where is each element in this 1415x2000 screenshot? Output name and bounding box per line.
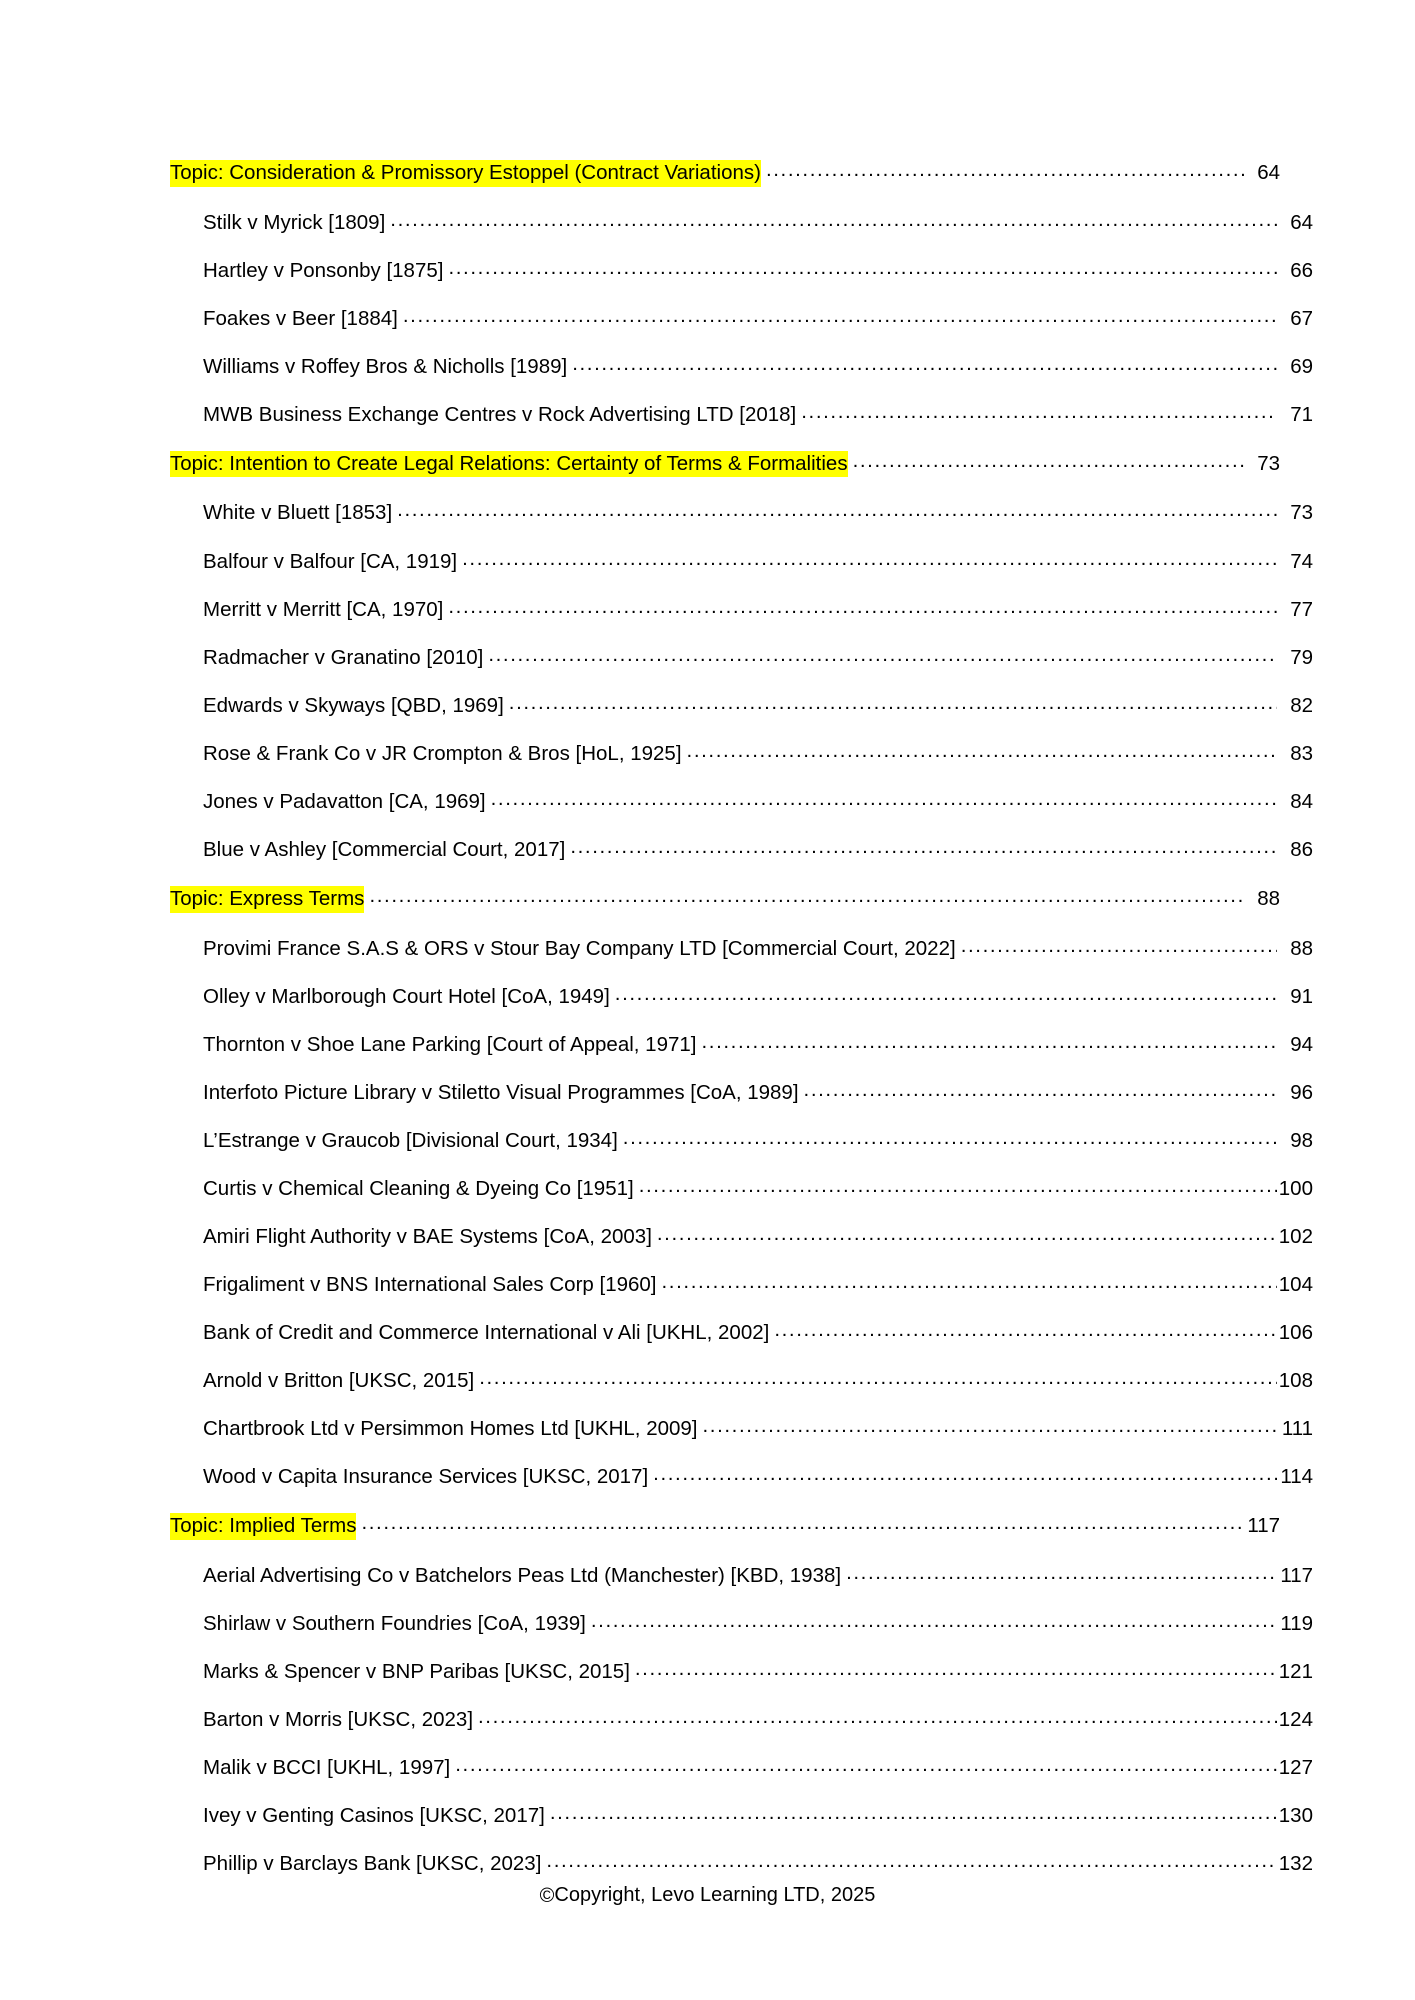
toc-entry-label: Frigaliment v BNS International Sales Corp [1960] xyxy=(203,1272,657,1296)
toc-dot-leader xyxy=(853,449,1244,473)
toc-entry-label: Curtis v Chemical Cleaning & Dyeing Co [1951] xyxy=(203,1176,634,1200)
toc-page-number: 73 xyxy=(1257,451,1280,475)
toc-entry-row[interactable] xyxy=(170,211,1313,235)
toc-entry-row[interactable] xyxy=(170,1273,1313,1297)
toc-entry-row[interactable] xyxy=(170,1804,1313,1828)
toc-entry-row[interactable] xyxy=(170,694,1313,718)
toc-entry-label: Provimi France S.A.S & ORS v Stour Bay Company LTD [Commercial Court, 2022] xyxy=(203,936,956,960)
page-footer xyxy=(0,1884,1415,1908)
toc-dot-leader xyxy=(801,400,1277,424)
toc-dot-leader xyxy=(662,1270,1277,1294)
toc-page-number: 91 xyxy=(1290,984,1313,1008)
toc-entry-label: Marks & Spencer v BNP Paribas [UKSC, 2015] xyxy=(203,1659,630,1683)
toc-page-number: 98 xyxy=(1290,1128,1313,1152)
toc-entry-row[interactable] xyxy=(170,1081,1313,1105)
toc-entry-label: Merritt v Merritt [CA, 1970] xyxy=(203,597,444,621)
toc-dot-leader xyxy=(550,1801,1277,1825)
toc-dot-leader xyxy=(846,1561,1277,1585)
toc-dot-leader xyxy=(390,208,1277,232)
toc-topic-row[interactable] xyxy=(170,886,1280,913)
toc-entry-row[interactable] xyxy=(170,1465,1313,1489)
toc-page-number: 117 xyxy=(1280,1563,1313,1587)
toc-entry-label: Bank of Credit and Commerce International v Ali [UKHL, 2002] xyxy=(203,1321,770,1344)
toc-entry-label: Amiri Flight Authority v BAE Systems [CoA, 2003] xyxy=(203,1224,652,1248)
toc-entry-row[interactable] xyxy=(170,1321,1313,1345)
toc-entry-row[interactable] xyxy=(170,1225,1313,1249)
toc-entry-row[interactable] xyxy=(170,1177,1313,1201)
toc-page-number: 79 xyxy=(1290,645,1313,669)
toc-entry-row[interactable] xyxy=(170,550,1313,574)
toc-dot-leader xyxy=(488,643,1277,667)
toc-page-number: 124 xyxy=(1278,1708,1313,1731)
toc-entry-label: Rose & Frank Co v JR Crompton & Bros [HoL, 1925] xyxy=(203,741,682,765)
toc-entry-label: L’Estrange v Graucob [Divisional Court, 1934] xyxy=(203,1128,618,1152)
toc-entry-row[interactable] xyxy=(170,259,1313,283)
toc-entry-label: Wood v Capita Insurance Services [UKSC, 2017] xyxy=(203,1465,649,1489)
toc-dot-leader xyxy=(572,352,1277,376)
toc-dot-leader xyxy=(369,884,1244,908)
toc-entry-row[interactable] xyxy=(170,355,1313,379)
toc-entry-label: Aerial Advertising Co v Batchelors Peas Ltd (Manchester) [KBD, 1938] xyxy=(203,1563,842,1587)
toc-dot-leader xyxy=(455,1753,1277,1777)
toc-dot-leader xyxy=(961,934,1277,958)
toc-entry-label: Radmacher v Granatino [2010] xyxy=(203,645,484,669)
toc-dot-leader xyxy=(546,1849,1276,1873)
toc-page-number: 73 xyxy=(1290,501,1313,525)
toc-entry-label: Stilk v Myrick [1809] xyxy=(203,210,386,234)
toc-dot-leader xyxy=(657,1222,1277,1246)
toc-entry-row[interactable] xyxy=(170,937,1313,961)
toc-page-number: 108 xyxy=(1278,1369,1313,1393)
toc-entry-label: Malik v BCCI [UKHL, 1997] xyxy=(203,1756,451,1780)
toc-entry-label: Thornton v Shoe Lane Parking [Court of Appeal, 1971] xyxy=(203,1032,697,1056)
toc-dot-leader xyxy=(491,787,1277,811)
toc-topic-label: Topic: Intention to Create Legal Relations: Certainty of Terms & Formalities xyxy=(170,451,848,478)
toc-topic-label: Topic: Express Terms xyxy=(170,886,364,913)
toc-page-number: 111 xyxy=(1281,1417,1313,1441)
toc-page-number: 96 xyxy=(1290,1080,1313,1104)
toc-entry-label: Balfour v Balfour [CA, 1919] xyxy=(203,549,458,573)
toc-entry-label: Jones v Padavatton [CA, 1969] xyxy=(203,789,486,813)
toc-page-number: 88 xyxy=(1257,886,1280,910)
copyright-icon: © xyxy=(539,1885,555,1907)
toc-entry-label: MWB Business Exchange Centres v Rock Advertising LTD [2018] xyxy=(203,402,797,426)
toc-entry-row[interactable] xyxy=(170,598,1313,622)
toc-dot-leader xyxy=(397,498,1277,522)
toc-page-number: 86 xyxy=(1290,837,1313,861)
toc-entry-row[interactable] xyxy=(170,1612,1313,1636)
toc-dot-leader xyxy=(479,1366,1277,1390)
toc-entry-row[interactable] xyxy=(170,646,1313,670)
toc-dot-leader xyxy=(478,1705,1277,1729)
toc-page-number: 69 xyxy=(1290,354,1313,378)
toc-dot-leader xyxy=(766,158,1244,182)
toc-dot-leader xyxy=(570,835,1277,859)
toc-page-number: 132 xyxy=(1278,1852,1313,1876)
toc-page-number: 84 xyxy=(1290,789,1313,813)
toc-entry-row[interactable] xyxy=(170,790,1313,814)
toc-page-number: 74 xyxy=(1290,549,1313,573)
toc-entry-row[interactable] xyxy=(170,501,1313,525)
toc-page-number: 114 xyxy=(1280,1465,1313,1489)
toc-dot-leader xyxy=(403,304,1277,328)
toc-topic-row[interactable] xyxy=(170,160,1280,187)
toc-dot-leader xyxy=(774,1318,1276,1342)
toc-topic-row[interactable] xyxy=(170,1513,1280,1540)
toc-page-number: 64 xyxy=(1290,210,1313,234)
toc-dot-leader xyxy=(591,1609,1277,1633)
toc-page-number: 121 xyxy=(1278,1659,1313,1683)
toc-topic-label: Topic: Consideration & Promissory Estoppel (Contract Variations) xyxy=(170,160,761,187)
toc-page-number: 71 xyxy=(1290,402,1313,426)
toc-entry-row[interactable] xyxy=(170,742,1313,766)
toc-entry-row[interactable] xyxy=(170,1417,1313,1441)
toc-page-number: 77 xyxy=(1290,597,1313,621)
toc-entry-row[interactable] xyxy=(170,838,1313,862)
toc-dot-leader xyxy=(703,1414,1278,1438)
toc-page-number: 106 xyxy=(1278,1321,1313,1344)
toc-dot-leader xyxy=(448,595,1277,619)
toc-dot-leader xyxy=(623,1126,1277,1150)
toc-page-number: 66 xyxy=(1290,258,1313,282)
toc-dot-leader xyxy=(639,1174,1277,1198)
toc-entry-label: Olley v Marlborough Court Hotel [CoA, 1949] xyxy=(203,984,610,1008)
toc-entry-row[interactable] xyxy=(170,1564,1313,1588)
toc-dot-leader xyxy=(687,739,1277,763)
toc-entry-label: Blue v Ashley [Commercial Court, 2017] xyxy=(203,837,566,861)
toc-page-number: 88 xyxy=(1290,936,1313,960)
toc-entry-row[interactable] xyxy=(170,1852,1313,1876)
toc-entry-label: Foakes v Beer [1884] xyxy=(203,306,398,330)
toc-page-number: 94 xyxy=(1290,1032,1313,1056)
toc-entry-row[interactable] xyxy=(170,1033,1313,1057)
toc-entry-row[interactable] xyxy=(170,985,1313,1009)
toc-dot-leader xyxy=(701,1030,1277,1054)
toc-topic-label: Topic: Implied Terms xyxy=(170,1513,356,1540)
toc-page-number: 64 xyxy=(1257,161,1280,184)
toc-entry-label: Phillip v Barclays Bank [UKSC, 2023] xyxy=(203,1852,542,1876)
toc-entry-label: Ivey v Genting Casinos [UKSC, 2017] xyxy=(203,1804,545,1828)
toc-dot-leader xyxy=(509,691,1277,715)
table-of-contents xyxy=(170,160,1313,1876)
toc-entry-label: White v Bluett [1853] xyxy=(203,501,393,525)
toc-entry-row[interactable] xyxy=(170,1660,1313,1684)
toc-entry-row[interactable] xyxy=(170,1756,1313,1780)
toc-dot-leader xyxy=(804,1078,1277,1102)
toc-entry-row[interactable] xyxy=(170,307,1313,331)
toc-entry-row[interactable] xyxy=(170,403,1313,427)
toc-page-number: 104 xyxy=(1278,1272,1313,1296)
footer-text: Copyright, Levo Learning LTD, 2025 xyxy=(554,1884,876,1906)
toc-topic-row[interactable] xyxy=(170,451,1280,478)
toc-entry-label: Edwards v Skyways [QBD, 1969] xyxy=(203,693,504,717)
toc-entry-label: Arnold v Britton [UKSC, 2015] xyxy=(203,1369,475,1393)
toc-page-number: 117 xyxy=(1247,1514,1280,1538)
toc-page-number: 102 xyxy=(1278,1224,1313,1248)
toc-page-number: 119 xyxy=(1280,1611,1313,1635)
toc-entry-label: Shirlaw v Southern Foundries [CoA, 1939] xyxy=(203,1611,586,1635)
toc-entry-label: Barton v Morris [UKSC, 2023] xyxy=(203,1708,474,1731)
toc-dot-leader xyxy=(462,547,1277,571)
toc-page-number: 67 xyxy=(1290,306,1313,330)
toc-dot-leader xyxy=(448,256,1277,280)
toc-entry-row[interactable] xyxy=(170,1129,1313,1153)
toc-page-number: 83 xyxy=(1290,741,1313,765)
toc-dot-leader xyxy=(615,982,1277,1006)
toc-page-number: 127 xyxy=(1278,1756,1313,1780)
toc-dot-leader xyxy=(653,1462,1277,1486)
toc-page-number: 100 xyxy=(1278,1176,1313,1200)
toc-page-number: 82 xyxy=(1290,693,1313,717)
toc-entry-label: Hartley v Ponsonby [1875] xyxy=(203,258,444,282)
toc-entry-row[interactable] xyxy=(170,1708,1313,1732)
toc-dot-leader xyxy=(361,1511,1244,1535)
toc-entry-label: Williams v Roffey Bros & Nicholls [1989] xyxy=(203,354,568,378)
toc-entry-row[interactable] xyxy=(170,1369,1313,1393)
toc-dot-leader xyxy=(635,1657,1277,1681)
toc-entry-label: Chartbrook Ltd v Persimmon Homes Ltd [UKHL, 2009] xyxy=(203,1417,698,1441)
toc-entry-label: Interfoto Picture Library v Stiletto Visual Programmes [CoA, 1989] xyxy=(203,1080,799,1104)
toc-page-number: 130 xyxy=(1278,1804,1313,1828)
